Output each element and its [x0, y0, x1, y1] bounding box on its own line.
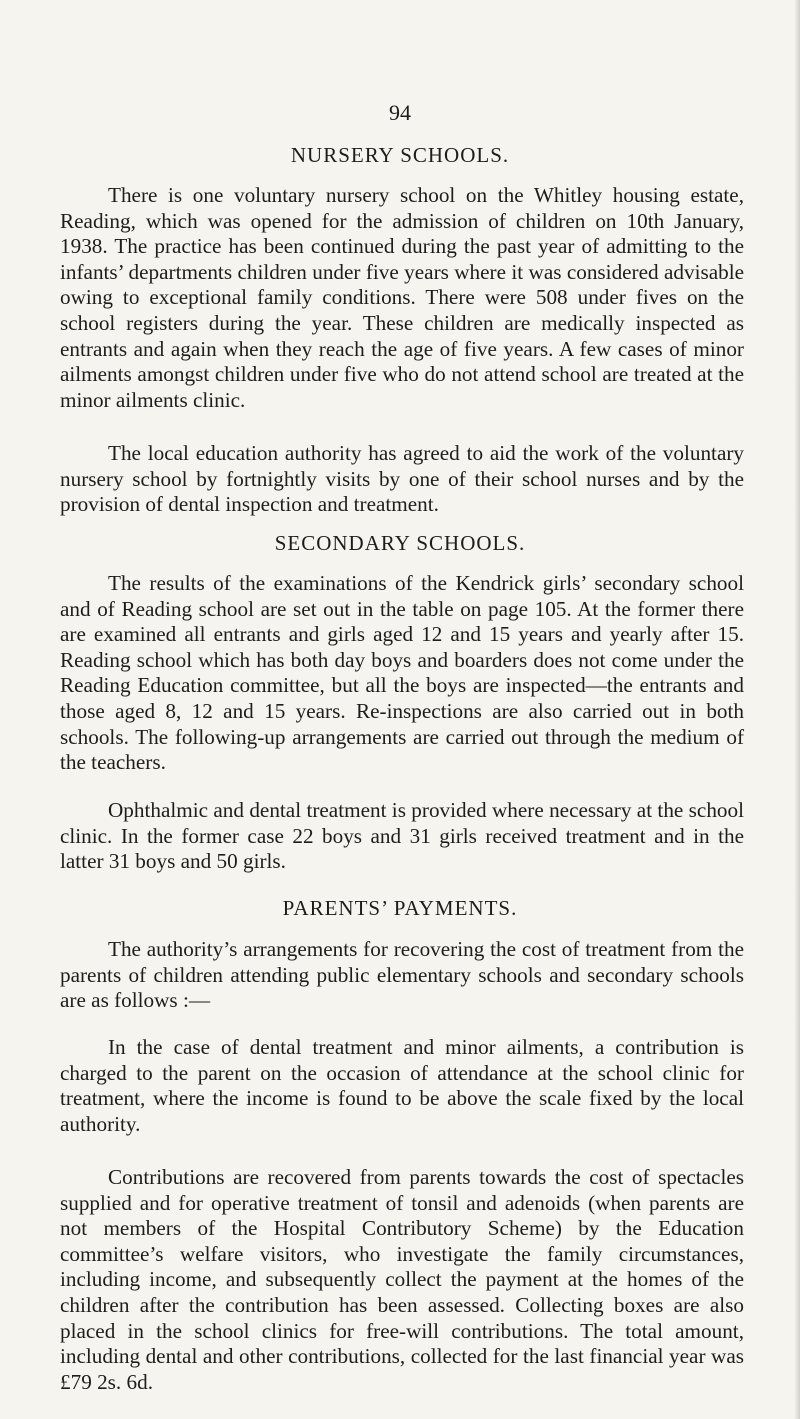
page-number: 94 — [389, 100, 411, 125]
paragraph-secondary-1: The results of the examinations of the Kendrick girls’ secondary school and of Reading school are set out in the table on page 105. At the former there are examined all entrants and girls aged 12 and 15 years and yearly after 15. Reading school which has both day boys and boarders does not come under the Reading Education committee, but all the boys are inspected—the entrants and those aged 8, 12 and 15 years. Re-inspections are also carried out in both schools. The following-up arrangements are carried out through the medium of the teachers. — [60, 571, 744, 775]
paragraph-secondary-2: Ophthalmic and dental treatment is provided where necessary at the school clinic. In the former case 22 boys and 31 girls received treatment and in the latter 31 boys and 50 girls. — [60, 798, 744, 874]
paragraph-payments-3: Contributions are recovered from parents towards the cost of spectacles supplied and for operative treatment of tonsil and adenoids (when parents are not members of the Hospital Contributory Scheme) by the Education committee’s welfare visitors, who investigate the family circumstances, including income, and subsequently collect the payment at the homes of the children after the contribution has been assessed. Collecting boxes are also placed in the school clinics for free-will contributions. The total amount, including dental and other contributions, collected for the last financial year was £79 2s. 6d. — [60, 1165, 744, 1394]
paragraph-payments-2: In the case of dental treatment and minor ailments, a contribution is charged to the parent on the occasion of attendance at the school clinic for treatment, where the income is found to be above the scale fixed by the local authority. — [60, 1035, 744, 1136]
page-edge-shadow — [794, 0, 800, 1419]
paragraph-payments-1: The authority’s arrangements for recovering the cost of treatment from the parents of children attending public elementary schools and secondary schools are as follows :— — [60, 937, 744, 1013]
heading-nursery-schools: NURSERY SCHOOLS. — [290, 143, 510, 167]
heading-parents-payments: PARENTS’ PAYMENTS. — [282, 896, 518, 920]
paragraph-nursery-1: There is one voluntary nursery school on the Whitley housing estate, Reading, which was opened for the admission of children on 10th January, 1938. The practice has been continued during the past year of admitting to the infants’ departments children under five years where it was considered advisable owing to exceptional family conditions. There were 508 under fives on the school registers during the year. These children are medically inspected as entrants and again when they reach the age of five years. A few cases of minor ailments amongst children under five who do not attend school are treated at the minor ailments clinic. — [60, 183, 744, 412]
heading-secondary-schools: SECONDARY SCHOOLS. — [274, 531, 526, 555]
paragraph-nursery-2: The local education authority has agreed to aid the work of the voluntary nursery school by fortnightly visits by one of their school nurses and by the provision of dental inspection and treatment. — [60, 441, 744, 517]
